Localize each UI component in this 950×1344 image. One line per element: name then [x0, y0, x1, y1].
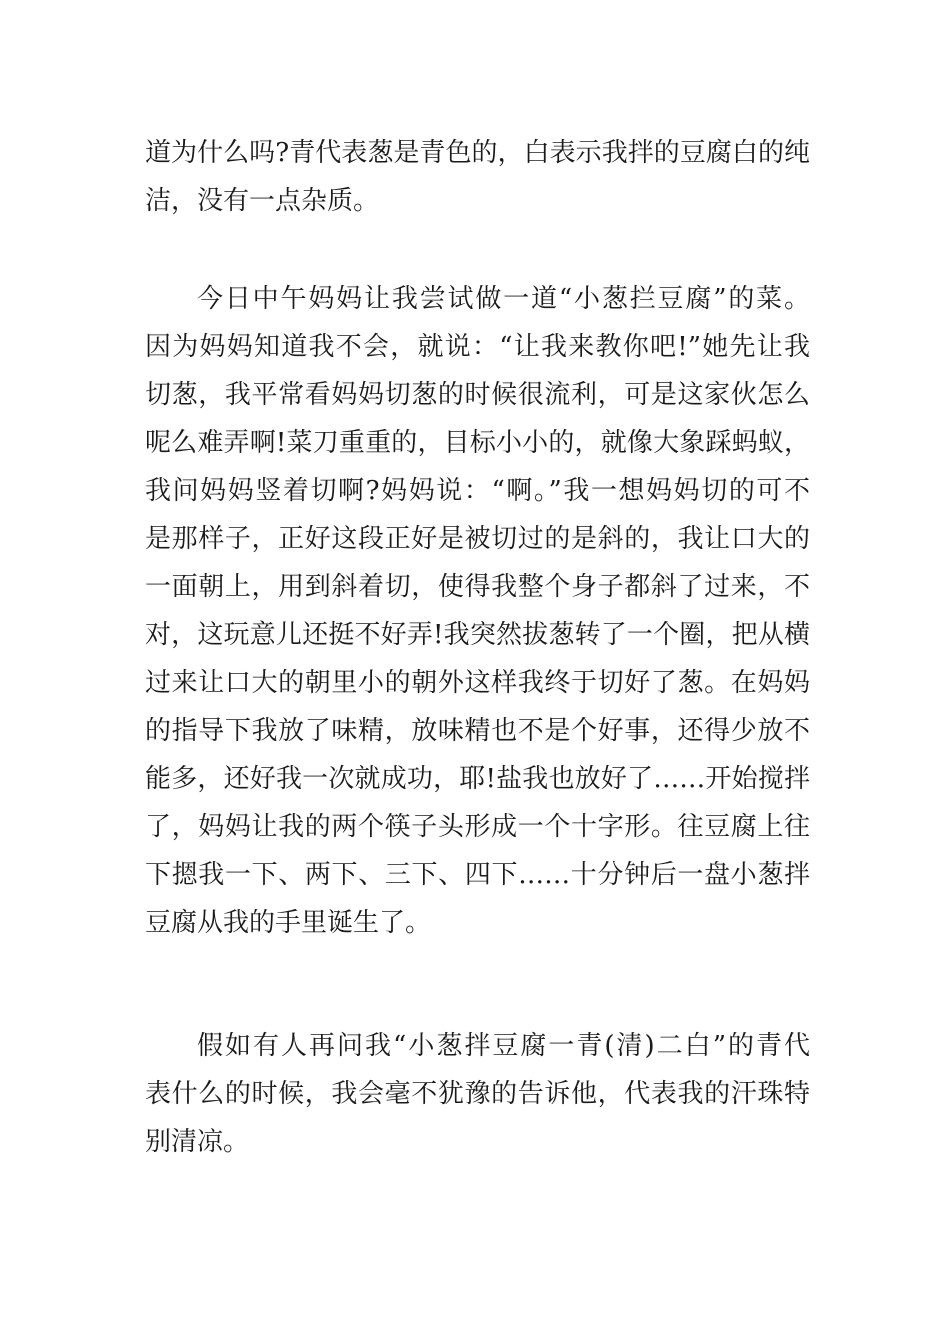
paragraph-line: 对，这玩意儿还挺不好弄!我突然拔葱转了一个圈，把从横: [145, 620, 810, 650]
paragraph-line: 洁，没有一点杂质。: [145, 186, 380, 216]
paragraph-line: 因为妈妈知道我不会，就说：“让我来教你吧!”她先让我: [145, 332, 810, 362]
paragraph-line: 表什么的时候，我会毫不犹豫的告诉他，代表我的汗珠特: [145, 1079, 810, 1109]
paragraph-line: 道为什么吗?青代表葱是青色的，白表示我拌的豆腐白的纯: [145, 138, 810, 168]
paragraph-line: 的指导下我放了味精，放味精也不是个好事，还得少放不: [145, 716, 810, 746]
paragraph-line: 下摁我一下、两下、三下、四下……十分钟后一盘小葱拌: [145, 860, 810, 890]
paragraph-line: 是那样子，正好这段正好是被切过的是斜的，我让口大的: [145, 524, 810, 554]
paragraph-line: 过来让口大的朝里小的朝外这样我终于切好了葱。在妈妈: [145, 668, 810, 698]
paragraph-3: [145, 1022, 810, 1166]
paragraph-2: [145, 275, 810, 947]
paragraph-line: 一面朝上，用到斜着切，使得我整个身子都斜了过来，不: [145, 572, 810, 602]
paragraph-line: 我问妈妈竖着切啊?妈妈说：“啊。”我一想妈妈切的可不: [145, 476, 810, 506]
paragraph-line: 切葱，我平常看妈妈切葱的时候很流利，可是这家伙怎么: [145, 380, 810, 410]
paragraph-line: 别清凉。: [145, 1127, 250, 1157]
paragraph-line: 能多，还好我一次就成功，耶!盐我也放好了……开始搅拌: [145, 764, 810, 794]
paragraph-line: 呢么难弄啊!菜刀重重的，目标小小的，就像大象踩蚂蚁，: [145, 428, 810, 458]
paragraph-line: 今日中午妈妈让我尝试做一道“小葱拦豆腐”的菜。: [197, 284, 810, 314]
paragraph-1: [145, 129, 810, 225]
paragraph-line: 了，妈妈让我的两个筷子头形成一个十字形。往豆腐上往: [145, 812, 810, 842]
paragraph-line: 豆腐从我的手里诞生了。: [145, 908, 432, 938]
paragraph-line: 假如有人再问我“小葱拌豆腐一青(清)二白”的青代: [197, 1031, 810, 1061]
